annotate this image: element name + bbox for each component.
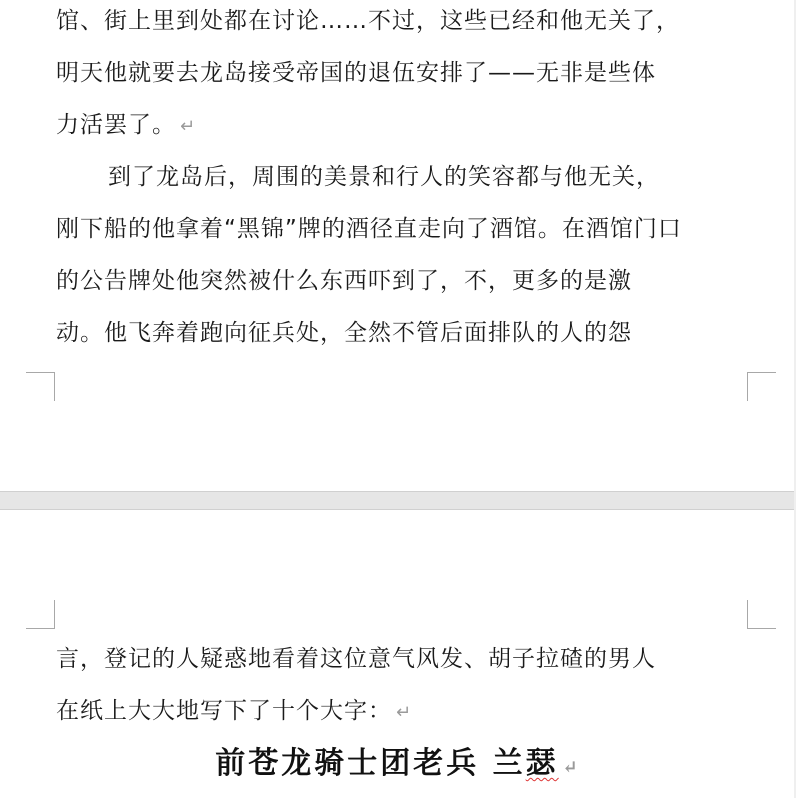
text-line — [56, 210, 682, 243]
line-text: 到了龙岛后，周围的美景和行人的笑容都与他无关， — [108, 164, 660, 190]
text-line — [56, 262, 632, 295]
line-text: 力活罢了。 — [56, 112, 176, 138]
text-line — [56, 640, 656, 673]
document-page-2[interactable] — [0, 510, 796, 798]
paragraph-mark-icon: ↵ — [396, 702, 413, 723]
margin-corner-bottom-right-icon — [747, 372, 776, 401]
spellcheck-flagged-text[interactable]: 瑟 — [525, 746, 559, 781]
line-text: 在纸上大大地写下了十个大字： — [56, 698, 392, 724]
text-line — [56, 2, 680, 35]
margin-corner-top-right-icon — [747, 600, 776, 629]
text-line — [56, 692, 412, 725]
centered-heading — [0, 738, 796, 782]
line-text: 的公告牌处他突然被什么东西吓到了，不，更多的是激 — [56, 268, 632, 294]
margin-corner-top-left-icon — [26, 600, 55, 629]
text-line — [56, 54, 656, 87]
text-line — [56, 106, 196, 139]
page-break-gap — [0, 491, 796, 510]
line-text: 明天他就要去龙岛接受帝国的退伍安排了——无非是些体 — [56, 60, 656, 86]
heading-text: 前苍龙骑士团老兵 兰 — [215, 746, 526, 781]
line-text: 动。他飞奔着跑向征兵处，全然不管后面排队的人的怨 — [56, 320, 632, 346]
text-line — [108, 158, 660, 191]
paragraph-mark-icon: ↵ — [180, 116, 197, 137]
line-text: 馆、街上里到处都在讨论……不过，这些已经和他无关了， — [56, 8, 680, 34]
paragraph-mark-icon: ↵ — [562, 757, 581, 778]
line-text: 刚下船的他拿着“黑锦”牌的酒径直走向了酒馆。在酒馆门口 — [56, 216, 682, 242]
line-text: 言，登记的人疑惑地看着这位意气风发、胡子拉碴的男人 — [56, 646, 656, 672]
text-line — [56, 314, 632, 347]
margin-corner-bottom-left-icon — [26, 372, 55, 401]
